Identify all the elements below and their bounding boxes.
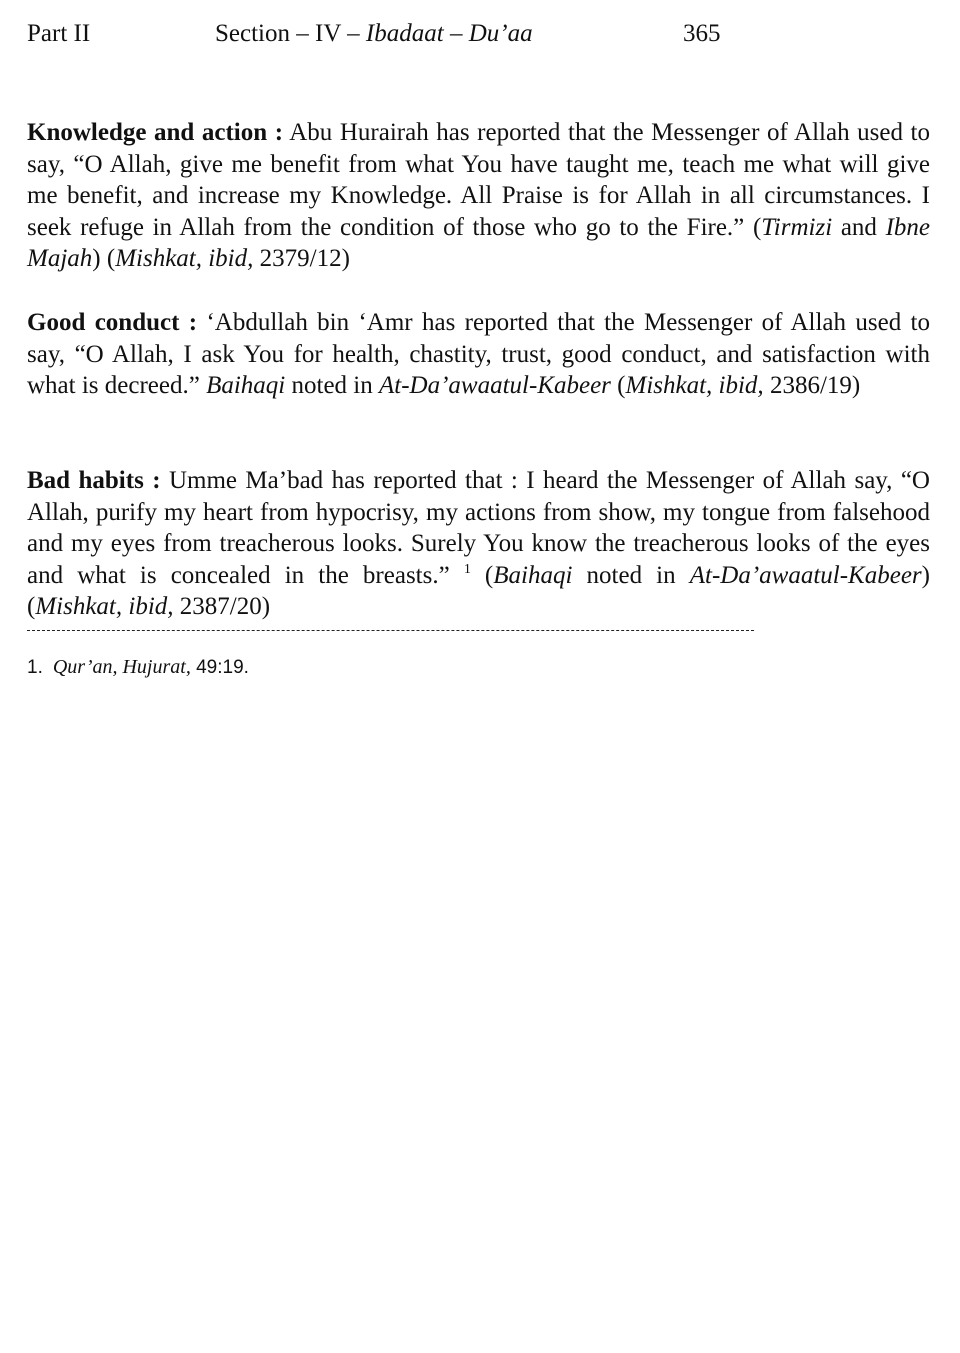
paragraph-bad-habits (27, 465, 930, 623)
header-section-prefix: Section – IV – (215, 20, 366, 47)
citation-punctuation: ( (470, 561, 494, 589)
citation-punctuation: ) ( (92, 245, 116, 272)
citation-at-daawaatul-kabeer: At-Da’awaatul-Kabeer (379, 372, 611, 399)
citation-number: 2386/19) (763, 372, 861, 399)
paragraph-heading: Bad habits : (27, 467, 161, 494)
citation-punctuation: ) ( (27, 561, 930, 620)
citation-mishkat: Mishkat, ibid, (625, 372, 764, 399)
citation-tirmizi: Tirmizi (761, 213, 833, 241)
footnote-number: 1. (27, 657, 43, 678)
citation-at-daawaatul-kabeer: At-Da’awaatul-Kabeer (689, 561, 922, 589)
paragraph-text: ‘Abdullah bin ‘Amr has reported that the Messenger of Allah used to say, “O Allah, I ask You for health, chastity, trust, good conduct, and satisfaction with what is decreed.” (27, 309, 930, 399)
paragraph-text: Abu Hurairah has reported that the Messenger of Allah used to say, “O Allah, give me benefit from what You have taught me, teach me what will give me benefit, and increase my Knowledge. All Praise is for Allah in all circumstances. I seek refuge in Allah from the condition of those who go to the Fire.” ( (27, 119, 930, 241)
footnote-reference: 49:19. (190, 657, 249, 678)
header-section-title: Ibadaat – Du’aa (365, 20, 533, 47)
citation-baihaqi: Baihaqi (206, 372, 286, 399)
citation-connector: noted in (285, 372, 379, 399)
footnote (27, 656, 249, 679)
citation-punctuation: ( (610, 372, 626, 399)
footnote-marker[interactable]: 1 (463, 561, 471, 577)
citation-number: 2379/12) (253, 245, 350, 272)
paragraph-text: Umme Ma’bad has reported that : I heard the Messenger of Allah say, “O Allah, purify my heart from hypocrisy, my actions from show, my tongue from falsehood and my eyes from treacherous looks. Surely You know the treacherous looks of the eyes and what is concealed in the breasts.” (27, 467, 930, 589)
paragraph-knowledge-and-action (27, 117, 930, 275)
paragraph-heading: Knowledge and action : (27, 119, 284, 146)
header-section (215, 20, 533, 48)
page-header (0, 20, 960, 56)
citation-connector: and (832, 213, 886, 241)
header-part: Part II (27, 20, 91, 47)
citation-connector: noted in (572, 561, 690, 589)
citation-mishkat: Mishkat, ibid, (35, 593, 174, 620)
citation-number: 2387/20) (173, 593, 271, 620)
citation-ibne-majah: Ibne Majah (27, 213, 930, 272)
paragraph-good-conduct (27, 307, 930, 402)
citation-baihaqi: Baihaqi (493, 561, 573, 589)
citation-mishkat: Mishkat, ibid, (115, 245, 254, 272)
footnote-divider (27, 630, 754, 631)
page-number: 365 (683, 20, 721, 47)
footnote-source: Qur’an, Hujurat, (52, 656, 191, 678)
paragraph-heading: Good conduct : (27, 309, 198, 336)
